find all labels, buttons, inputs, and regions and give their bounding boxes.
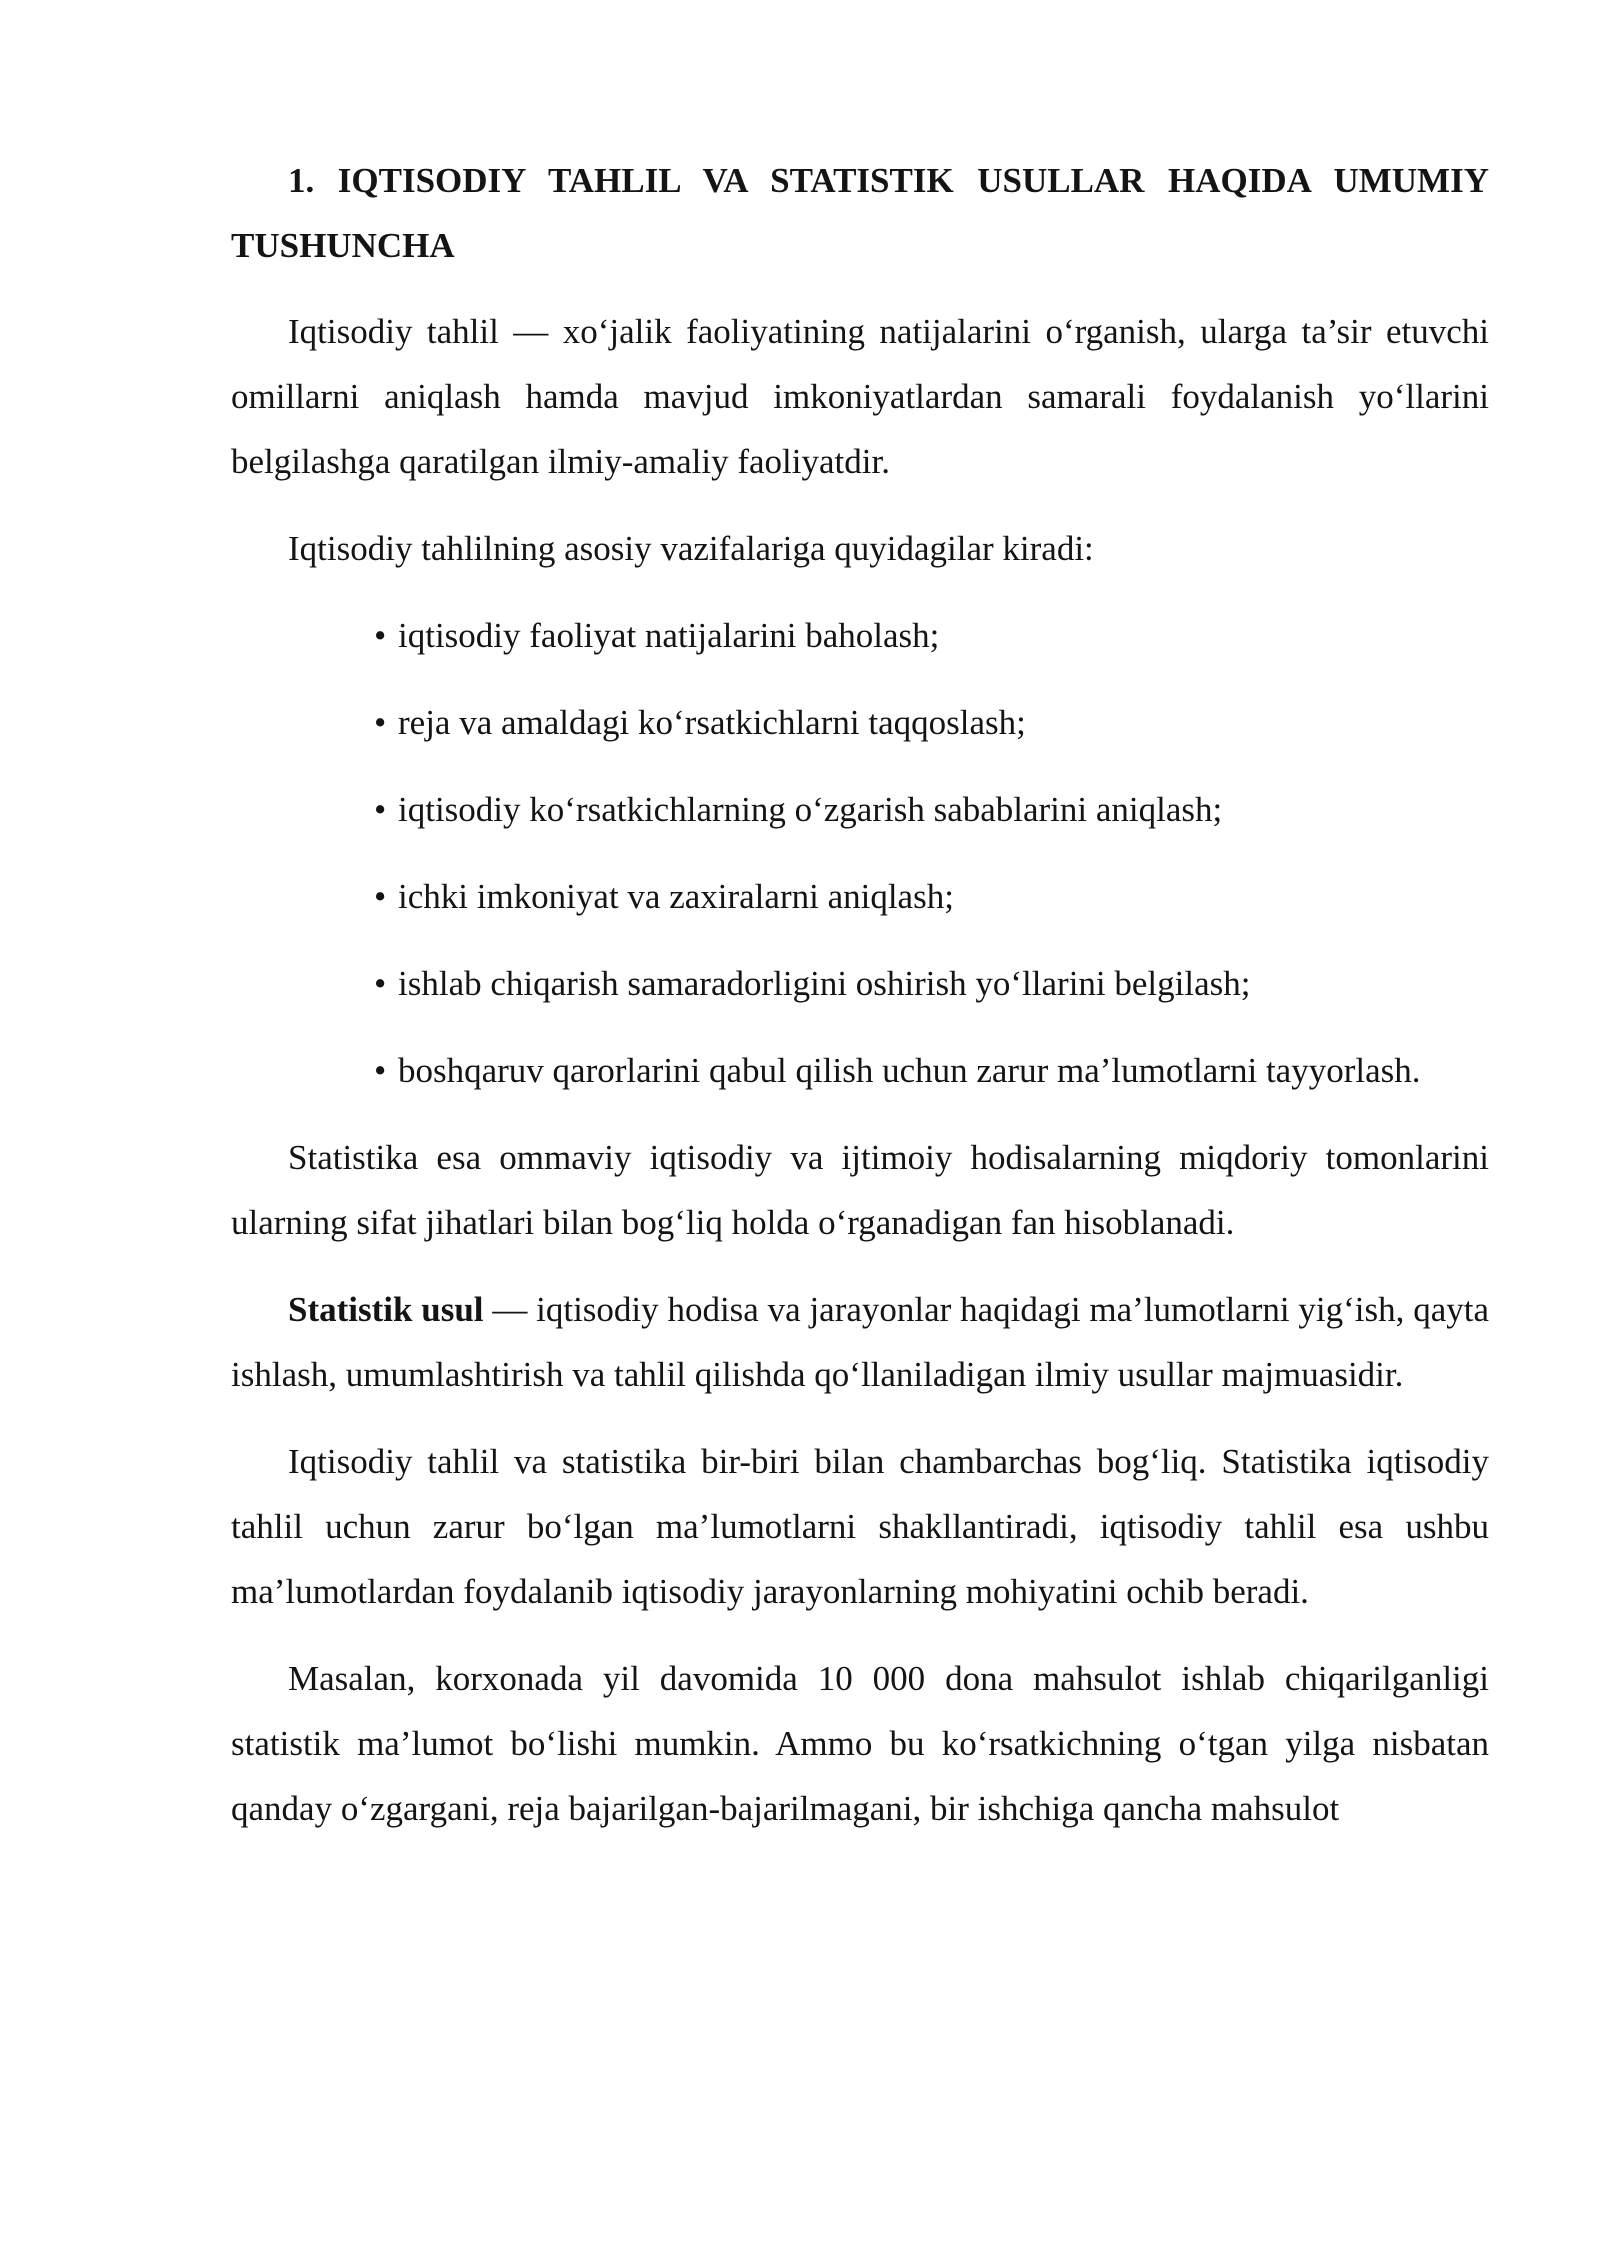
- paragraph-relationship: Iqtisodiy tahlil va statistika bir-biri bilan chambarchas bog‘liq. Statistika iqtisodiy tahlil uchun zarur bo‘lgan ma’lumotlarni shakllantiradi, iqtisodiy tahlil esa ushbu ma’lumotlardan foydalanib iqtisodiy jarayonlarning mohiyatini ochib beradi.: [231, 1442, 1489, 1611]
- bullet-icon: •: [374, 964, 387, 1003]
- list-item: [231, 864, 1489, 929]
- list-item-text: ichki imkoniyat va zaxiralarni aniqlash;: [398, 877, 954, 916]
- bullet-icon: •: [374, 877, 387, 916]
- bullet-icon: •: [374, 616, 387, 655]
- list-item: [231, 690, 1489, 755]
- section-heading: 1. IQTISODIY TAHLIL VA STATISTIK USULLAR HAQIDA UMUMIY TUSHUNCHA: [231, 161, 1489, 265]
- list-item-text: reja va amaldagi ko‘rsatkichlarni taqqoslash;: [398, 703, 1026, 742]
- bullet-icon: •: [374, 703, 387, 742]
- term-statistical-method: Statistik usul: [288, 1290, 484, 1329]
- definition-text: — iqtisodiy hodisa va jarayonlar haqidagi ma’lumotlarni yig‘ish, qayta ishlash, umumlashtirish va tahlil qilishda qo‘llaniladigan ilmiy usullar majmuasidir.: [231, 1290, 1489, 1394]
- paragraph-statistics: Statistika esa ommaviy iqtisodiy va ijtimoiy hodisalarning miqdoriy tomonlarini ularning sifat jihatlari bilan bog‘liq holda o‘rganadigan fan hisoblanadi.: [231, 1138, 1489, 1242]
- tasks-list: [231, 603, 1489, 1103]
- paragraph-example: Masalan, korxonada yil davomida 10 000 dona mahsulot ishlab chiqarilganligi statistik ma’lumot bo‘lishi mumkin. Ammo bu ko‘rsatkichning o‘tgan yilga nisbatan qanday o‘zgargani, reja bajarilgan-bajarilmagani, bir ishchiga qancha mahsulot: [231, 1659, 1489, 1828]
- list-item: [231, 1038, 1489, 1103]
- list-item: [231, 777, 1489, 842]
- bullet-icon: •: [374, 790, 387, 829]
- document-page: [231, 148, 1489, 1841]
- paragraph-tasks-intro: Iqtisodiy tahlilning asosiy vazifalariga quyidagilar kiradi:: [288, 529, 1094, 568]
- list-item: [231, 603, 1489, 668]
- bullet-icon: •: [374, 1051, 387, 1090]
- paragraph-statistical-method: [231, 1277, 1489, 1407]
- list-item-text: ishlab chiqarish samaradorligini oshirish yo‘llarini belgilash;: [398, 964, 1251, 1003]
- paragraph-definition: Iqtisodiy tahlil — xo‘jalik faoliyatining natijalarini o‘rganish, ularga ta’sir etuvchi omillarni aniqlash hamda mavjud imkoniyatlardan samarali foydalanish yo‘llarini belgilashga qaratilgan ilmiy-amaliy faoliyatdir.: [231, 312, 1489, 481]
- list-item-text: iqtisodiy faoliyat natijalarini baholash;: [398, 616, 940, 655]
- list-item-text: boshqaruv qarorlarini qabul qilish uchun zarur ma’lumotlarni tayyorlash.: [398, 1051, 1421, 1090]
- list-item-text: iqtisodiy ko‘rsatkichlarning o‘zgarish sabablarini aniqlash;: [398, 790, 1223, 829]
- list-item: [231, 951, 1489, 1016]
